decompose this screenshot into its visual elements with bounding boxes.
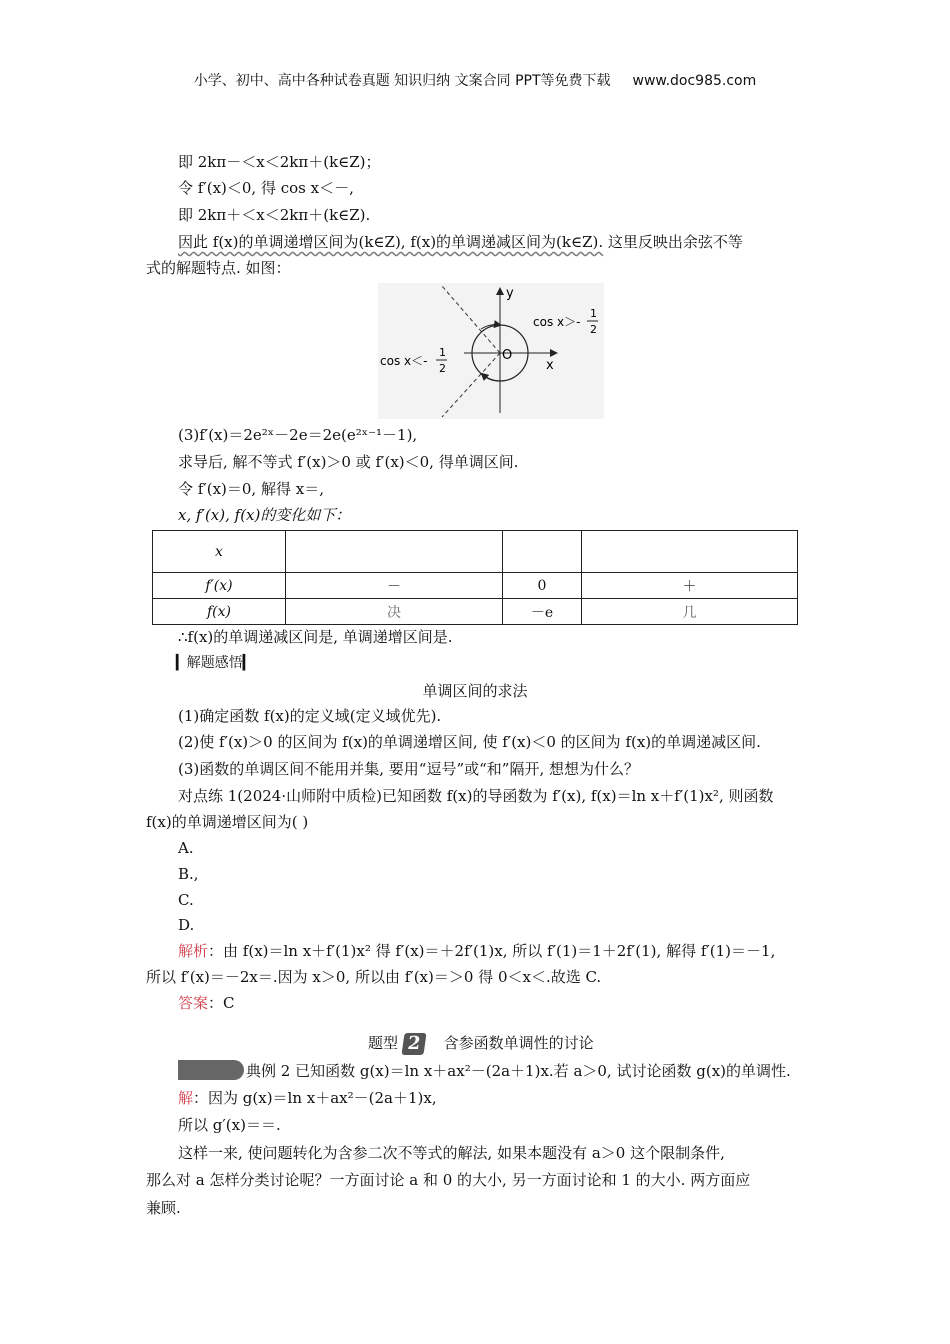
right-label: cos x＞- [533,315,581,329]
section-label: ▎解题感悟▎ [176,655,254,671]
line-3: 即 2kπ＋＜x＜2kπ＋(k∈Z). [178,206,371,224]
example-tag-pill [178,1060,244,1080]
table-cell: 决 [286,599,503,625]
answer-line [178,993,235,1013]
table-row [153,531,798,573]
table-cell [286,531,503,573]
line-5: 式的解题特点. 如图： [146,259,291,277]
subtitle: 单调区间的求法 [422,682,528,700]
line-6: (3)f′(x)＝2e²ˣ－2e＝2e(e²ˣ⁻¹－1), [178,426,418,444]
left-den: 2 [439,362,446,375]
left-num: 1 [439,346,446,359]
analysis-line [178,941,775,961]
option-c[interactable]: C. [178,891,194,909]
analysis-text: ：由 f(x)＝ln x＋f′(1)x² 得 f′(x)＝＋2f′(1)x, 所以 f′(1)＝1＋2f′(1), 解得 f′(1)＝－1, [208,942,776,960]
table-cell [503,531,582,573]
x-label: x [546,358,554,373]
table-cell: － [286,573,503,599]
variation-table [152,530,798,625]
line-26: 典例 2 已知函数 g(x)＝ln x＋ax²－(2a＋1)x.若 a＞0, 试讨论函数 g(x)的单调性. [246,1062,791,1080]
table-cell: f(x) [153,599,286,625]
line-31: 兼顾. [146,1199,181,1217]
table-cell: ＋ [582,573,798,599]
line-4-main: 因此 f(x)的单调递增区间为(k∈Z), f(x)的单调递减区间为(k∈Z). [178,233,604,251]
line-16: 对点练 1(2024·山师附中质检)已知函数 f(x)的导函数为 f′(x), f(x)＝ln x＋f′(1)x², 则函数 [178,787,774,805]
line-4-tail: 这里反映出余弦不等 [603,233,743,251]
dashed-ray-lower [442,353,500,417]
table-cell: 0 [503,573,582,599]
solution-line [178,1088,437,1108]
line-14: (2)使 f′(x)＞0 的区间为 f(x)的单调递增区间, 使 f′(x)＜0 的区间为 f(x)的单调递减区间. [178,733,761,751]
section-2-title: 含参函数单调性的讨论 [443,1034,594,1052]
line-1: 即 2kπ－＜x＜2kπ＋(k∈Z)； [178,153,381,171]
line-2: 令 f′(x)＜0, 得 cos x＜－, [178,179,354,197]
answer-text: ：C [208,994,235,1012]
analysis-label: 解析 [178,942,209,960]
section-2-number-badge: 2 [401,1033,426,1055]
table-cell [582,531,798,573]
left-label: cos x＜- [380,354,428,368]
option-a[interactable]: A. [178,839,194,857]
line-15: (3)函数的单调区间不能用并集, 要用“逗号”或“和”隔开, 想想为什么？ [178,760,639,778]
table-cell: x [153,531,286,573]
unit-circle-svg [378,283,604,419]
line-10: ∴f(x)的单调递减区间是, 单调递增区间是. [178,628,453,646]
table-cell: －e [503,599,582,625]
line-8: 令 f′(x)＝0, 解得 x＝, [178,480,324,498]
line-17: f(x)的单调递增区间为( ) [146,813,309,831]
page-header [0,70,950,90]
header-url[interactable]: www.doc985.com [632,73,757,89]
right-num: 1 [590,307,597,320]
line-13: (1)确定函数 f(x)的定义域(定义域优先). [178,707,442,725]
line-29: 这样一来, 使问题转化为含参二次不等式的解法, 如果本题没有 a＞0 这个限制条件, [178,1144,725,1162]
option-b[interactable]: B., [178,865,199,883]
origin-label: O [502,348,513,363]
right-den: 2 [590,323,597,336]
section-2-heading [368,1033,594,1055]
solution-label: 解 [178,1089,194,1107]
unit-circle-figure [378,283,604,419]
solution-text: ：因为 g(x)＝ln x＋ax²－(2a＋1)x, [193,1089,437,1107]
header-text: 小学、初中、高中各种试卷真题 知识归纳 文案合同 PPT等免费下载 [193,73,611,89]
line-7: 求导后, 解不等式 f′(x)＞0 或 f′(x)＜0, 得单调区间. [178,453,519,471]
table-row [153,599,798,625]
line-4 [178,232,743,252]
section-2-prefix: 题型 [368,1034,399,1052]
line-28: 所以 g′(x)＝＝. [178,1116,281,1134]
table-cell: 几 [582,599,798,625]
y-label: y [506,286,514,301]
line-23: 所以 f′(x)＝－2x＝.因为 x＞0, 所以由 f′(x)＝＞0 得 0＜x＜.故选 C. [146,968,602,986]
answer-label: 答案 [178,994,209,1012]
table-cell: f′(x) [153,573,286,599]
line-9: x, f′(x), f(x)的变化如下： [178,506,351,524]
option-d[interactable]: D. [178,916,195,934]
dashed-ray-upper [442,286,500,353]
line-30: 那么对 a 怎样分类讨论呢？一方面讨论 a 和 0 的大小, 另一方面讨论和 1 的大小. 两方面应 [146,1171,751,1189]
table-row [153,573,798,599]
